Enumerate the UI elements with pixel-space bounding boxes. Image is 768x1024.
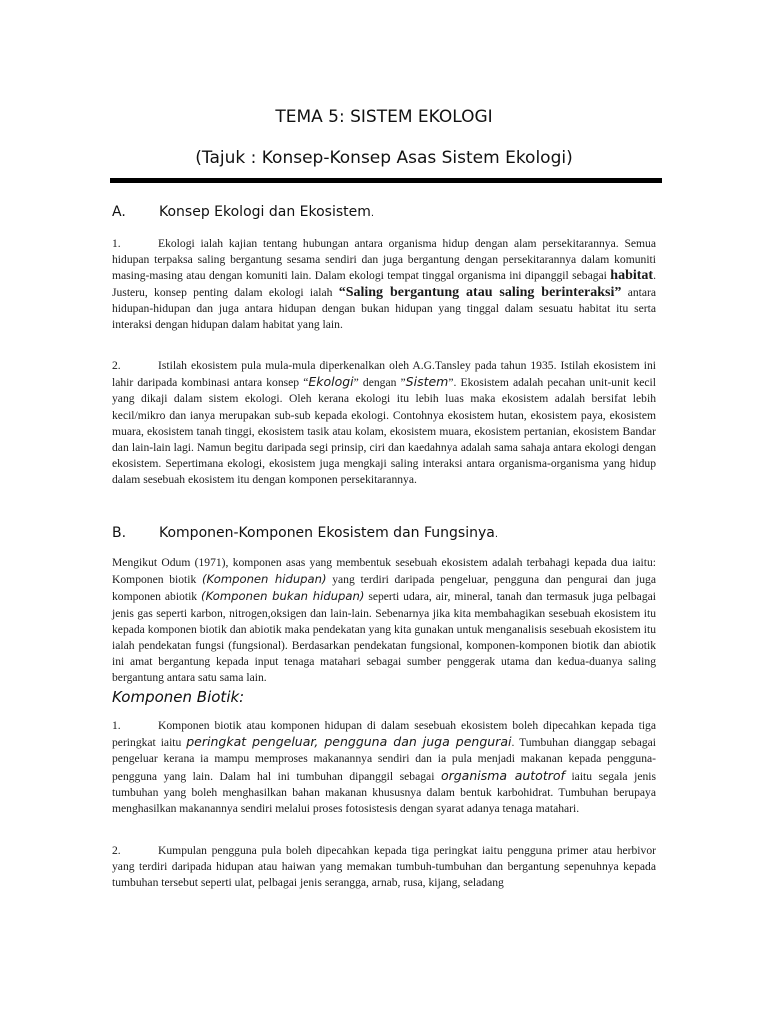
komponen-biotik-heading: Komponen Biotik: [112, 688, 245, 706]
title-divider [110, 178, 662, 183]
paragraph-text: antara hidupan-hidupan dan juga antara hidupan dengan bukan hidupan yang tinggal dalam sesuatu habitat itu serta interaksi dengan hidupan dalam habitat yang lain. [112, 285, 657, 332]
paragraph-number: 2. [112, 359, 121, 372]
paragraph-text: Komponen biotik atau komponen hidupan di dalam sesebuah ekosistem boleh dipecahkan kepada tiga peringkat iaitu [112, 719, 656, 750]
section-b-punct: . [494, 529, 499, 540]
paragraph-number: 1. [112, 237, 121, 250]
biotik-paragraph-1 [112, 718, 656, 817]
document-subtitle: (Tajuk : Konsep-Konsep Asas Sistem Ekologi) [195, 148, 573, 168]
key-concept-quote: “Saling bergantung atau saling berinteraksi” [338, 284, 622, 300]
paragraph-number: 1. [112, 719, 121, 732]
paragraph-text: Ekologi ialah kajian tentang hubungan antara organisma hidup dengan alam persekitarannya. Semua hidupan terpaksa saling bergantung sesama sendiri dan juga bergantung dengan persekitarannya dalam komuniti masing-masing atau dengan komuniti lain. Dalam ekologi tempat tinggal organisma ini dipanggil sebagai [112, 237, 656, 283]
paragraph-number: 2. [112, 844, 121, 857]
paragraph-text: ” dengan ” [353, 376, 406, 390]
paragraph-text: seperti udara, air, mineral, tanah dan termasuk juga pelbagai jenis gas seperti karbon, nitrogen,oksigen dan lain-lain. Sebenarnya jika kita membahagikan sesebuah ekosistem itu kepada komponen biotik dan abiotik maka pendekatan yang kita gunakan untuk menganalisis sesebuah ekosistem itu ialah pendekatan fungsi (fungsional). Berdasarkan pendekatan fungsional, komponen-komponen biotik dan abiotik ini amat bergantung kepada input tenaga matahari sebagai sumber penggerak utama dan kedua-duanya saling bergantung antara satu sama lain. [112, 590, 656, 685]
section-a-heading [112, 204, 374, 220]
habitat-term: habitat [610, 268, 654, 284]
biotik-paragraph-2 [112, 843, 656, 892]
section-a-paragraph-2 [112, 358, 656, 489]
paragraph-text: Kumpulan pengguna pula boleh dipecahkan kepada tiga peringkat iaitu pengguna primer atau herbivor yang terdiri daripada hidupan atau haiwan yang memakan tumbuh-tumbuhan dan bergantung sepenuhnya kepada tumbuhan tersebut seperti ulat, pelbagai jenis serangga, arnab, rusa, kijang, seladang [112, 844, 656, 890]
section-b-intro-paragraph [112, 555, 656, 687]
paragraph-text: Istilah ekosistem pula mula-mula diperkenalkan oleh A.G.Tansley pada tahun 1935. Istilah ekosistem ini lahir daripada kombinasi antara konsep “ [112, 359, 656, 390]
sistem-term: Sistem [405, 374, 449, 390]
paragraph-text: iaitu segala jenis tumbuhan yang boleh menghasilkan bahan makanan khususnya dalam bentuk karbohidrat. Tumbuhan berupaya menghasilkan makanannya sendiri melalui proses fotosistesis dengan syarat adanya tenaga matahari. [112, 769, 656, 816]
biotik-term: (Komponen hidupan) [202, 572, 327, 587]
autotrof-term: organisma autotrof [440, 767, 565, 783]
section-b-letter: B. [112, 525, 127, 541]
section-a-letter: A. [112, 204, 126, 220]
paragraph-text: yang terdiri daripada pengeluar, pengguna dan pengurai dan juga komponen abiotik [112, 573, 656, 604]
section-b-title: Komponen-Komponen Ekosistem dan Fungsinya [159, 525, 495, 541]
section-a-title: Konsep Ekologi dan Ekosistem [159, 204, 371, 220]
section-b-heading [112, 525, 498, 541]
abiotik-term: (Komponen bukan hidupan) [201, 589, 365, 604]
paragraph-text: . Tumbuhan dianggap sebagai pengeluar kerana ia mampu memproses makanannya sendiri dan ia pula menjadi makanan kepada pengguna-pengguna yang lain. Dalam hal ini tumbuhan dipanggil sebagai [112, 736, 657, 783]
document-title: TEMA 5: SISTEM EKOLOGI [275, 107, 493, 127]
section-a-paragraph-1 [112, 236, 656, 333]
ekologi-term: Ekologi [308, 374, 354, 390]
section-a-punct: . [370, 208, 375, 219]
peringkat-term: peringkat pengeluar, pengguna dan juga pengurai [186, 734, 512, 750]
paragraph-text: . Justeru, konsep penting dalam ekologi ialah [112, 269, 656, 299]
paragraph-text: Mengikut Odum (1971), komponen asas yang membentuk sesebuah ekosistem adalah terbahagi kepada dua iaitu: Komponen biotik [112, 556, 656, 587]
paragraph-text: ”. Ekosistem adalah pecahan unit-unit kecil yang dikaji dalam sistem ekologi. Oleh kerana ekologi itu lebih luas maka ekosistem adalah bersifat lebih kecil/mikro dan ianya merupakan sub-sub kepada ekologi. Contohnya ekosistem hutan, ekosistem paya, ekosistem muara, ekosistem tanah tinggi, ekosistem tasik atau kolam, ekosistem muara, ekosistem pertanian, ekosistem Bandar dan lain-lain lagi. Namun begitu daripada segi prinsip, ciri dan kaedahnya adalah sama sahaja antara ekologi dengan ekosistem. Sepertimana ekologi, ekosistem juga mengkaji saling interaksi antara organisma-organisma yang hidup dalam sesebuah ekosistem itu dengan komponen persekitarannya. [112, 376, 656, 487]
